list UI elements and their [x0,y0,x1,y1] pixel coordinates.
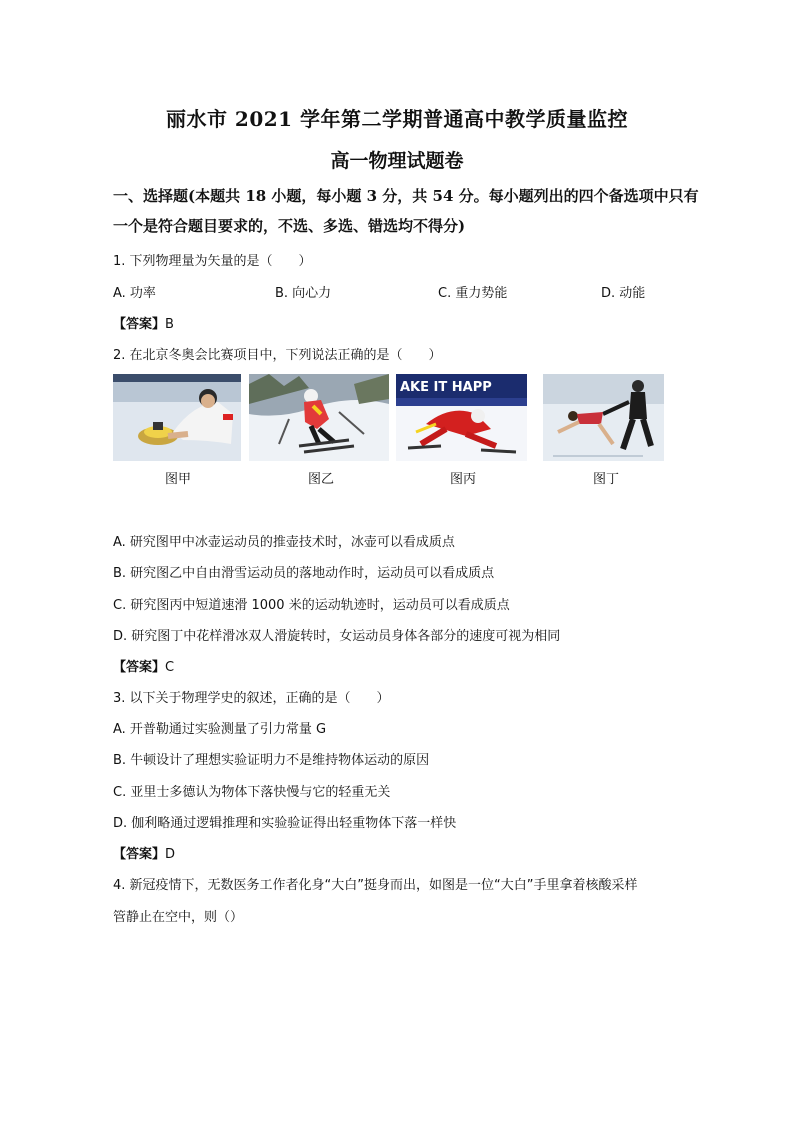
q2-answer [113,656,174,675]
figure-skiing [249,374,389,461]
answer-value: C [165,660,175,675]
q2-option-d: D. 研究图丁中花样滑冰双人滑旋转时，女运动员身体各部分的速度可视为相同 [113,629,561,644]
q1-answer [113,313,174,332]
q1-option-c: C. 重力势能 [438,286,508,301]
q3-option-b: B. 牛顿设计了理想实验证明力不是维持物体运动的原因 [113,753,430,768]
q3-option-a: A. 开普勒通过实验测量了引力常量 G [113,722,327,737]
answer-tag: 【答案】 [113,847,166,862]
q3-answer [113,843,175,862]
exam-subtitle: 高一物理试题卷 [330,150,464,172]
caption-ding: 图丁 [592,472,619,487]
figure-figure-skating [543,374,664,461]
q2-option-b: B. 研究图乙中自由滑雪运动员的落地动作时，运动员可以看成质点 [113,566,495,581]
q3-option-d: D. 伽利略通过逻辑推理和实验验证得出轻重物体下落一样快 [113,816,457,831]
answer-value: B [165,317,174,332]
q4-stem-line2: 管静止在空中，则（） [113,910,244,925]
q1-option-d: D. 动能 [601,286,646,301]
q2-stem: 2. 在北京冬奥会比赛项目中，下列说法正确的是（ ） [113,348,442,363]
section-heading: 一、选择题(本题共 18 小题，每小题 3 分，共 54 分。每小题列出的四个备选项中只有一个是符合题目要求的，不选、多选、错选均不得分) [113,187,699,235]
answer-tag: 【答案】 [113,660,166,675]
q1-option-a: A. 功率 [113,286,156,301]
q1-stem: 1. 下列物理量为矢量的是（ ） [113,254,312,269]
q1-option-b: B. 向心力 [275,286,332,301]
answer-tag: 【答案】 [113,317,166,332]
q2-option-a: A. 研究图甲中冰壶运动员的推壶技术时，冰壶可以看成质点 [113,535,455,550]
figure-curling [113,374,241,461]
q3-option-c: C. 亚里士多德认为物体下落快慢与它的轻重无关 [113,785,391,800]
figure-short-track [396,374,527,461]
q3-stem: 3. 以下关于物理学史的叙述，正确的是（ ） [113,691,390,706]
caption-bing: 图丙 [449,472,476,487]
q2-option-c: C. 研究图丙中短道速滑 1000 米的运动轨迹时，运动员可以看成质点 [113,598,510,613]
exam-title: 丽水市 2021 学年第二学期普通高中教学质量监控 [165,107,629,131]
answer-value: D [165,847,176,862]
caption-yi: 图乙 [307,472,334,487]
arena-banner-text: AKE IT HAPP [400,380,492,395]
q4-stem-line1: 4. 新冠疫情下，无数医务工作者化身“大白”挺身而出，如图是一位“大白”手里拿着核酸采样 [113,878,638,893]
caption-jia: 图甲 [164,472,191,487]
